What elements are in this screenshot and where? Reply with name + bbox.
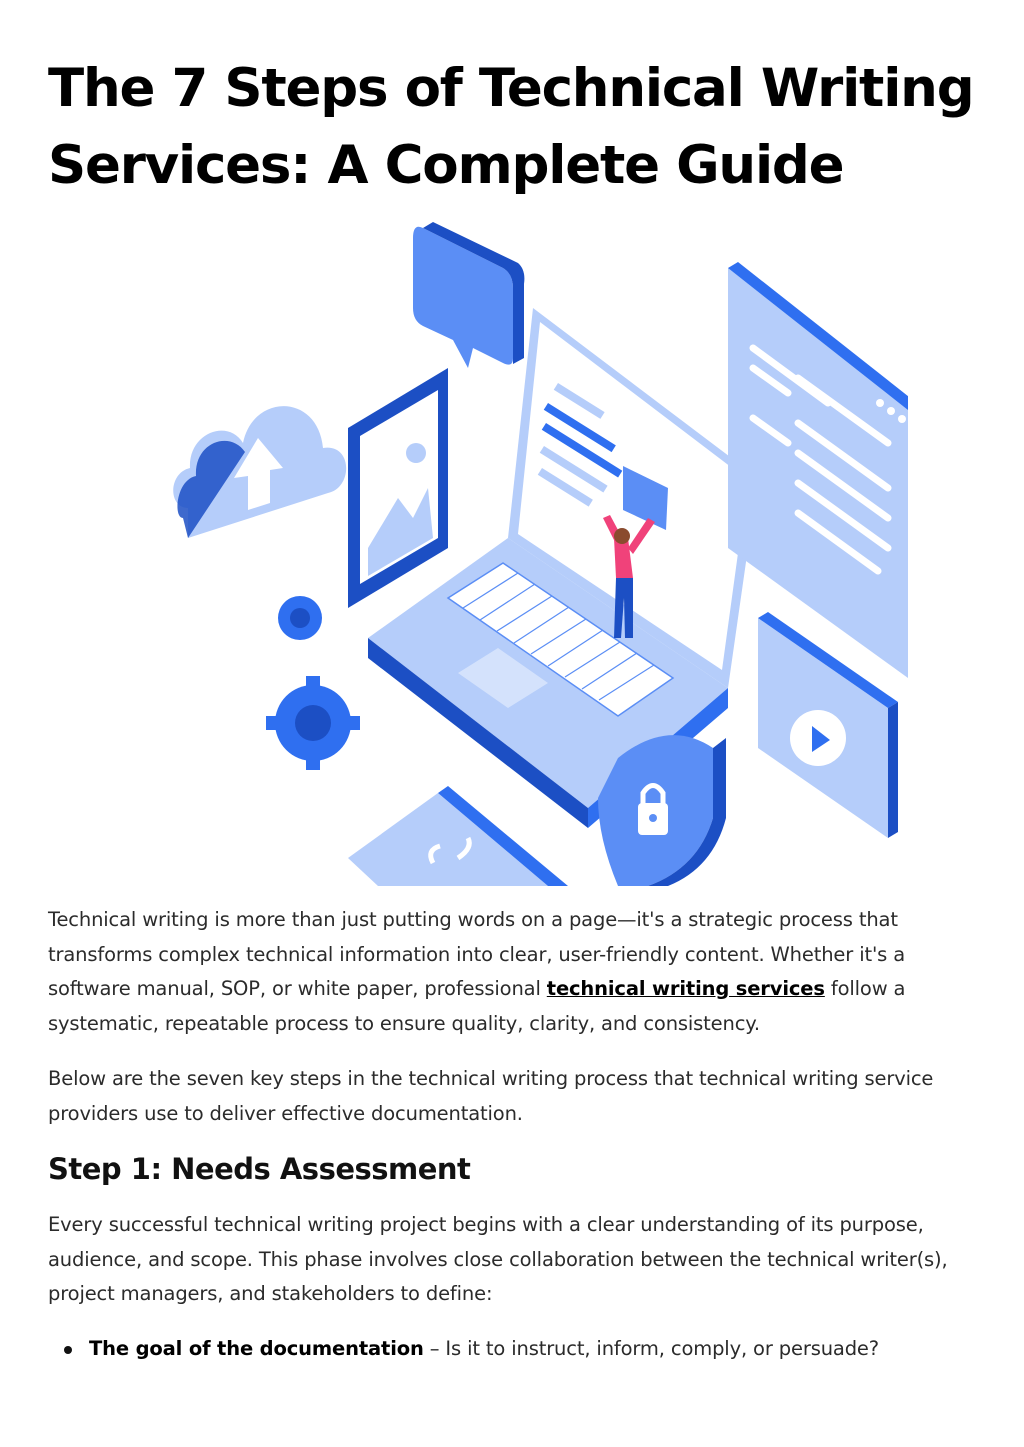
code-tablet-icon (348, 786, 568, 886)
chat-bubble-icon (413, 222, 524, 368)
cloud-upload-icon (173, 406, 346, 538)
article-title: The 7 Steps of Technical Writing Services: A Complete Guide (48, 58, 974, 196)
gear-icon (266, 596, 360, 770)
bullet-rest-text: – Is it to instruct, inform, comply, or persuade? (423, 1337, 879, 1360)
intro-paragraph (48, 903, 983, 1041)
intro-text-part1: Technical writing is more than just putting words on a page—it's a strategic process that transforms complex technical information into clear, user-friendly content. Whether it's a software manual, SOP, or white paper, professional (48, 908, 906, 1000)
list-item (48, 1332, 983, 1367)
bullet-strong-text: The goal of the documentation (89, 1337, 424, 1360)
step1-body: Every successful technical writing project begins with a clear understanding of its purpose, audience, and scope. This phase involves close collaboration between the technical writer(s), project managers, and stakeholders to define: (48, 1213, 948, 1305)
hero-illustration (128, 218, 908, 886)
bullet-dot (64, 1346, 72, 1354)
step1-bullet-list (48, 1332, 983, 1367)
intro-text-part2: follow a systematic, repeatable process to ensure quality, clarity, and consistency. (48, 977, 906, 1035)
document-window-icon (728, 262, 908, 680)
image-frame-icon (348, 368, 448, 608)
technical-writing-services-link[interactable]: technical writing services (546, 977, 825, 1000)
lead-paragraph: Below are the seven key steps in the technical writing process that technical writing service providers use to deliver effective documentation. (48, 1067, 934, 1125)
step1-heading: Step 1: Needs Assessment (48, 1152, 471, 1186)
